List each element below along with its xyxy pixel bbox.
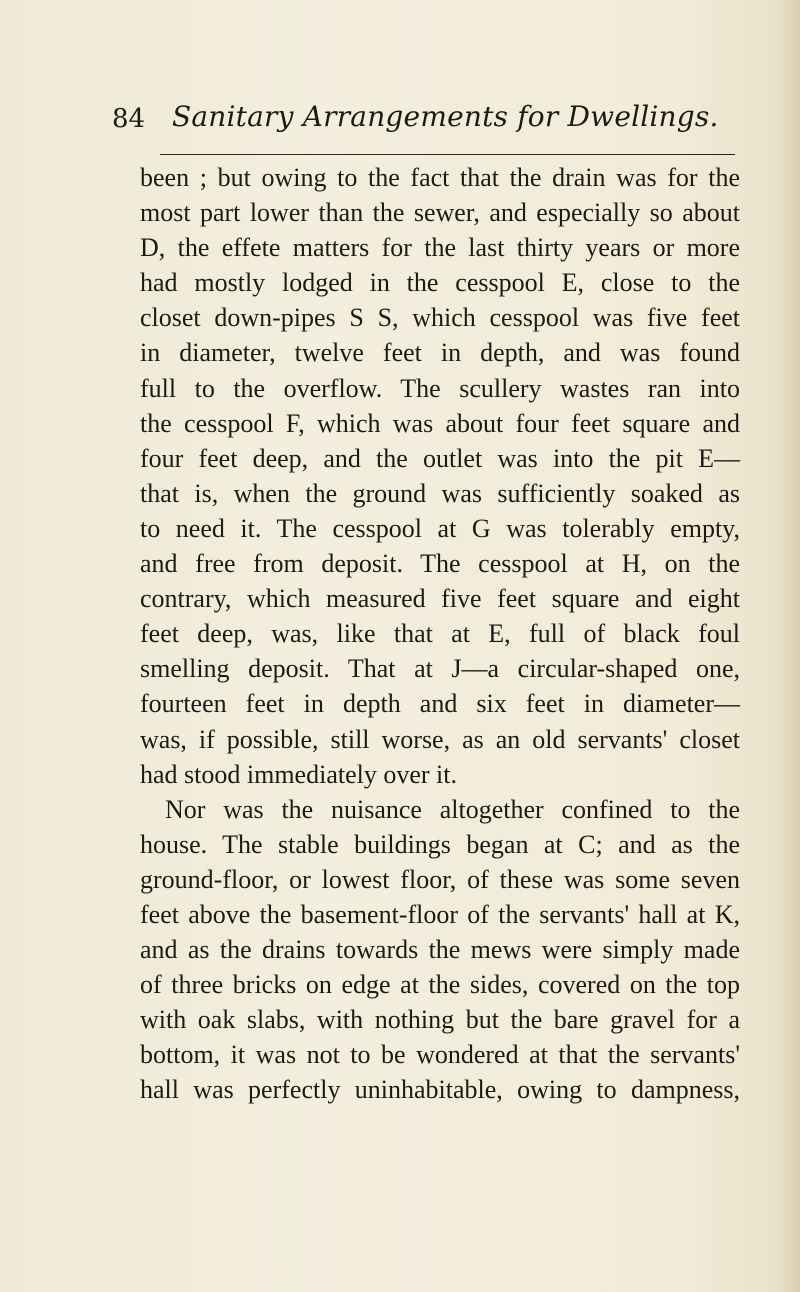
running-title: Sanitary Arrangements for Dwellings.: [172, 100, 719, 133]
page-number: 84: [112, 104, 146, 134]
text-line: in diameter, twelve feet in depth, and was found: [140, 338, 740, 368]
text-line: ground-floor, or lowest floor, of these was some seven: [140, 864, 740, 894]
text-line: Nor was the nuisance altogether confined to the: [165, 794, 740, 824]
text-line: and as the drains towards the mews were simply made: [140, 935, 740, 965]
text-line: hall was perfectly uninhabitable, owing to dampness,: [140, 1075, 740, 1105]
text-line: and free from deposit. The cesspool at H, on the: [140, 549, 740, 579]
text-line: fourteen feet in depth and six feet in diameter—: [140, 689, 740, 719]
running-header: [112, 100, 742, 148]
text-line: had mostly lodged in the cesspool E, close to the: [140, 268, 740, 298]
text-line: the cesspool F, which was about four feet square and: [140, 408, 740, 438]
text-line: with oak slabs, with nothing but the bare gravel for a: [140, 1005, 740, 1035]
text-line: full to the overflow. The scullery wastes ran into: [140, 373, 740, 403]
text-line: smelling deposit. That at J—a circular-shaped one,: [140, 654, 740, 684]
text-line: D, the effete matters for the last thirty years or more: [140, 233, 740, 263]
page-edge-shadow: [778, 0, 800, 1292]
text-line: had stood immediately over it.: [140, 759, 457, 789]
text-line: closet down-pipes S S, which cesspool was five feet: [140, 303, 740, 333]
text-line: was, if possible, still worse, as an old servants' closet: [140, 724, 740, 754]
text-line: feet deep, was, like that at E, full of black foul: [140, 619, 740, 649]
text-line: to need it. The cesspool at G was tolerably empty,: [140, 513, 740, 543]
text-line: house. The stable buildings began at C; and as the: [140, 829, 740, 859]
text-line: most part lower than the sewer, and especially so about: [140, 198, 740, 228]
text-line: feet above the basement-floor of the servants' hall at K,: [140, 899, 740, 929]
text-line: contrary, which measured five feet square and eight: [140, 584, 740, 614]
text-line: four feet deep, and the outlet was into the pit E—: [140, 443, 740, 473]
text-line: bottom, it was not to be wondered at that the servants': [140, 1040, 740, 1070]
text-line: of three bricks on edge at the sides, covered on the top: [140, 970, 740, 1000]
text-line: been ; but owing to the fact that the drain was for the: [140, 163, 740, 192]
body-text: [140, 160, 740, 1108]
text-line: that is, when the ground was sufficiently soaked as: [140, 478, 740, 508]
header-rule: [160, 154, 735, 155]
